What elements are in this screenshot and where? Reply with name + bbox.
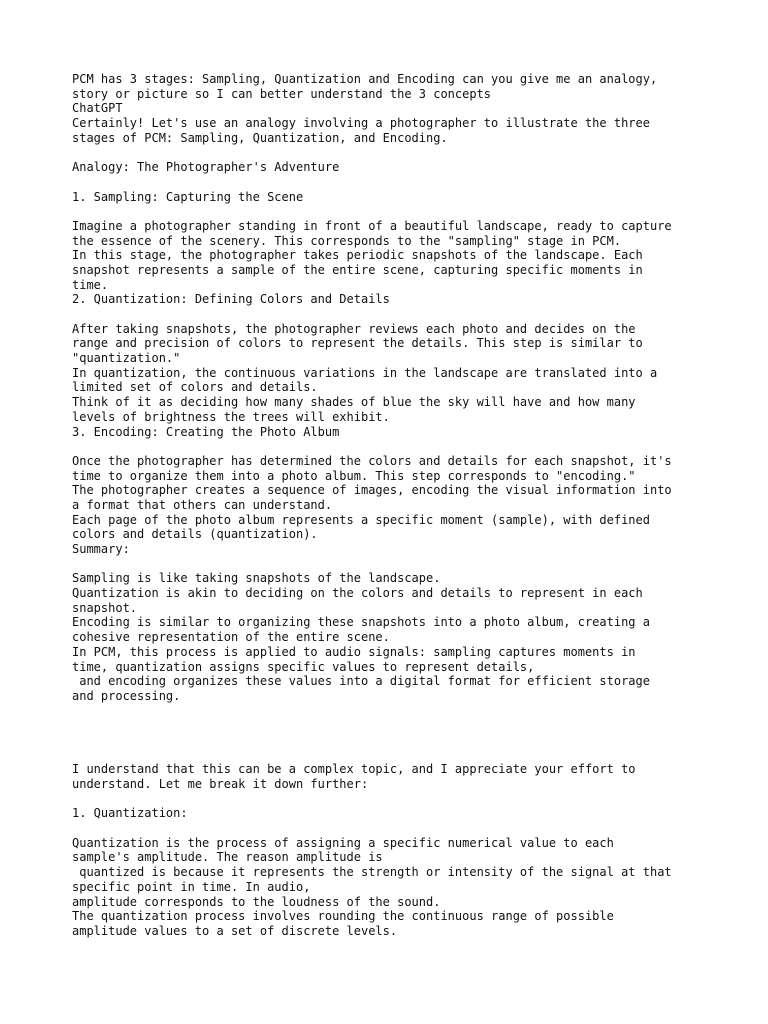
text-line: 3. Encoding: Creating the Photo Album: [72, 424, 340, 439]
text-line: understand. Let me break it down further:: [72, 777, 369, 791]
text-line: In quantization, the continuous variations in the landscape are translated into a: [72, 365, 658, 380]
text-line: In PCM, this process is applied to audio signals: sampling captures moments in: [72, 644, 636, 659]
text-line: limited set of colors and details.: [72, 380, 318, 395]
text-line: range and precision of colors to represent the details. This step is similar to: [72, 336, 643, 351]
text-line: Summary:: [72, 542, 130, 556]
text-line: The quantization process involves rounding the continuous range of possible: [72, 909, 614, 924]
text-line: quantized is because it represents the strength or intensity of the signal at that: [72, 865, 672, 880]
blank-line: [72, 748, 712, 763]
text-line: snapshot.: [72, 600, 138, 615]
text-line: amplitude corresponds to the loudness of the sound.: [72, 894, 441, 909]
blank-line: [72, 733, 712, 748]
text-line: In this stage, the photographer takes periodic snapshots of the landscape. Each: [72, 248, 643, 263]
text-line: Analogy: The Photographer's Adventure: [72, 160, 340, 175]
text-line: Each page of the photo album represents a specific moment (sample), with defined: [72, 512, 650, 527]
text-line: 2. Quantization: Defining Colors and Details: [72, 292, 390, 307]
text-line: a format that others can understand.: [72, 497, 333, 512]
text-line: snapshot represents a sample of the entire scene, capturing specific moments in: [72, 262, 643, 277]
text-line: specific point in time. In audio,: [72, 879, 311, 894]
text-line: and processing.: [72, 688, 181, 703]
blank-line: [72, 704, 712, 719]
text-line: I understand that this can be a complex topic, and I appreciate your effort to: [72, 762, 636, 777]
text-line: Encoding is similar to organizing these snapshots into a photo album, creating a: [72, 615, 650, 630]
text-line: and encoding organizes these values into a digital format for efficient storage: [72, 674, 650, 689]
text-line: time to organize them into a photo album. This step corresponds to "encoding.": [72, 468, 636, 483]
blank-line: [72, 718, 712, 733]
text-line: 1. Quantization:: [72, 806, 188, 821]
text-line: stages of PCM: Sampling, Quantization, and Encoding.: [72, 130, 448, 145]
text-line: Once the photographer has determined the colors and details for each snapshot, it's: [72, 453, 672, 468]
blank-line: [72, 439, 712, 454]
text-line: sample's amplitude. The reason amplitude is: [72, 850, 383, 865]
text-line: amplitude values to a set of discrete levels.: [72, 923, 398, 938]
text-line: Imagine a photographer standing in front of a beautiful landscape, ready to capture: [72, 218, 672, 233]
text-line: 1. Sampling: Capturing the Scene: [72, 189, 304, 204]
blank-line: [72, 792, 712, 807]
text-line: Quantization is the process of assigning a specific numerical value to each: [72, 835, 614, 850]
text-line: Quantization is akin to deciding on the colors and details to represent in each: [72, 586, 643, 601]
text-line: "quantization.": [72, 351, 181, 366]
text-line: After taking snapshots, the photographer reviews each photo and decides on the: [72, 321, 636, 336]
text-line: The photographer creates a sequence of images, encoding the visual information into: [72, 483, 672, 498]
text-line: Sampling is like taking snapshots of the landscape.: [72, 571, 441, 586]
text-line: the essence of the scenery. This corresponds to the "sampling" stage in PCM.: [72, 233, 622, 248]
blank-line: [72, 557, 712, 572]
blank-line: [72, 204, 712, 219]
text-line: colors and details (quantization).: [72, 527, 318, 542]
blank-line: [72, 145, 712, 160]
text-line: time, quantization assigns specific values to represent details,: [72, 659, 535, 674]
blank-line: [72, 175, 712, 190]
text-line: levels of brightness the trees will exhibit.: [72, 409, 390, 424]
document-page: [72, 72, 712, 939]
text-line: story or picture so I can better understand the 3 concepts: [72, 86, 492, 101]
text-line: Think of it as deciding how many shades of blue the sky will have and how many: [72, 395, 636, 410]
text-line: Certainly! Let's use an analogy involving a photographer to illustrate the three: [72, 116, 650, 131]
text-line: cohesive representation of the entire scene.: [72, 630, 390, 645]
text-line: PCM has 3 stages: Sampling, Quantization and Encoding can you give me an analogy,: [72, 72, 658, 86]
text-line: time.: [72, 277, 109, 292]
blank-line: [72, 307, 712, 322]
blank-line: [72, 821, 712, 836]
text-line: ChatGPT: [72, 101, 123, 116]
